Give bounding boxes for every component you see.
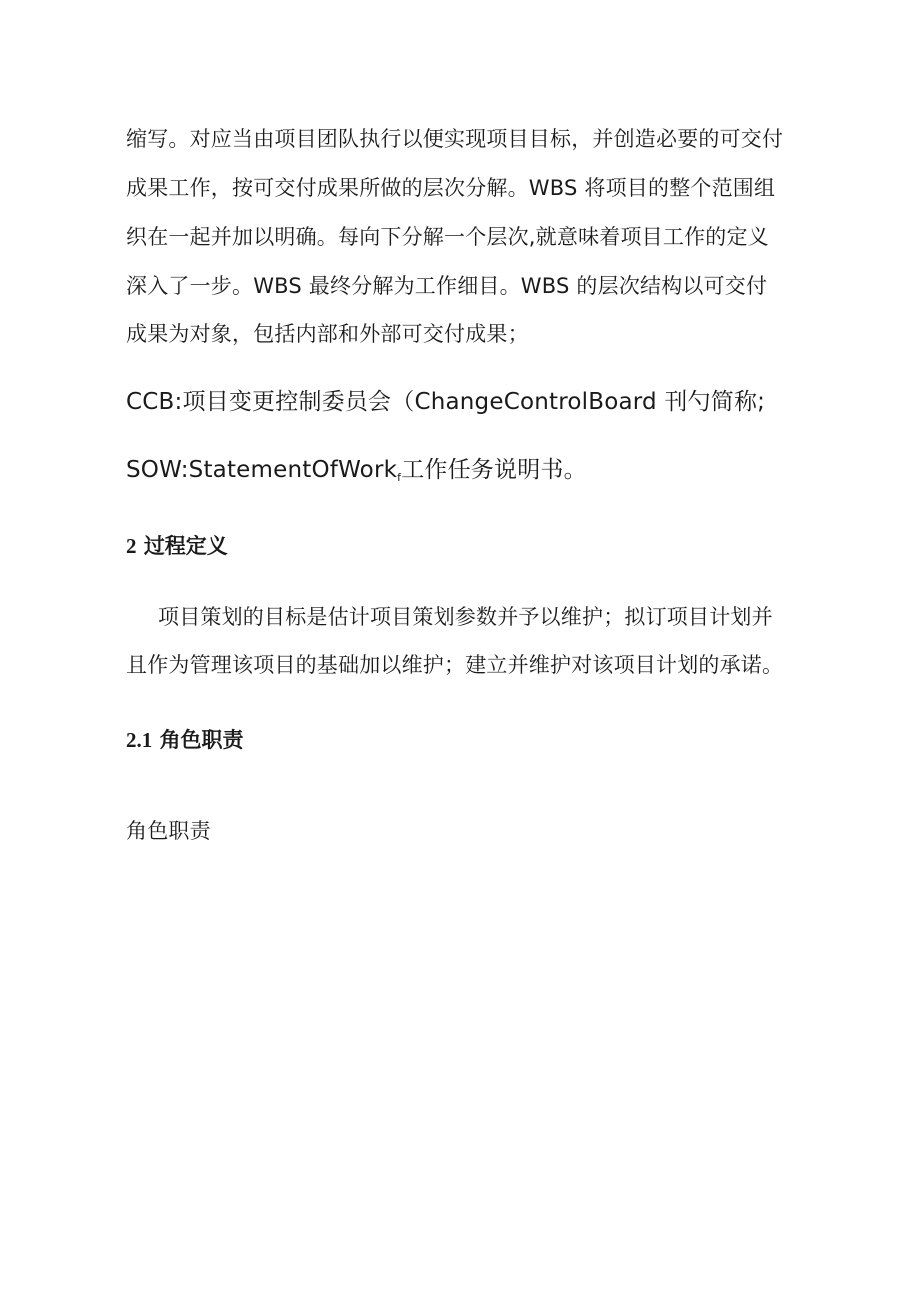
sow-suffix: 工作任务说明书。 <box>401 457 587 483</box>
section-2-body-line-1: 项目策划的目标是估计项目策划参数并予以维护；拟订项目计划并 <box>158 605 773 629</box>
sow-prefix: SOW:StatementOfWork <box>126 457 398 483</box>
sow-definition <box>126 455 587 493</box>
wbs-paragraph-line-3: 织在一起并加以明确。每向下分解一个层次,就意味着项目工作的定义 <box>126 225 769 249</box>
wbs-paragraph-line-1: 缩写。对应当由项目团队执行以便实现项目目标，并创造必要的可交付 <box>126 127 784 151</box>
sow-subscript: f <box>397 471 402 484</box>
section-2-body-line-2: 且作为管理该项目的基础加以维护；建立并维护对该项目计划的承诺。 <box>126 653 784 677</box>
section-2-1-heading <box>126 725 244 755</box>
section-2-number: 2 <box>126 534 137 558</box>
section-2-1-body: 角色职责 <box>126 819 211 843</box>
section-2-1-number: 2.1 <box>126 728 153 752</box>
ccb-definition: CCB:项目变更控制委员会（ChangeControlBoard 刊勺简称; <box>126 389 766 415</box>
wbs-paragraph-line-2: 成果工作，按可交付成果所做的层次分解。WBS 将项目的整个范围组 <box>126 176 776 200</box>
section-2-heading <box>126 531 228 561</box>
section-2-1-title: 角色职责 <box>159 727 244 752</box>
wbs-paragraph-line-4: 深入了一步。WBS 最终分解为工作细目。WBS 的层次结构以可交付 <box>126 274 768 298</box>
wbs-paragraph-line-5: 成果为对象，包括内部和外部可交付成果； <box>126 322 529 346</box>
section-2-title: 过程定义 <box>143 533 228 558</box>
